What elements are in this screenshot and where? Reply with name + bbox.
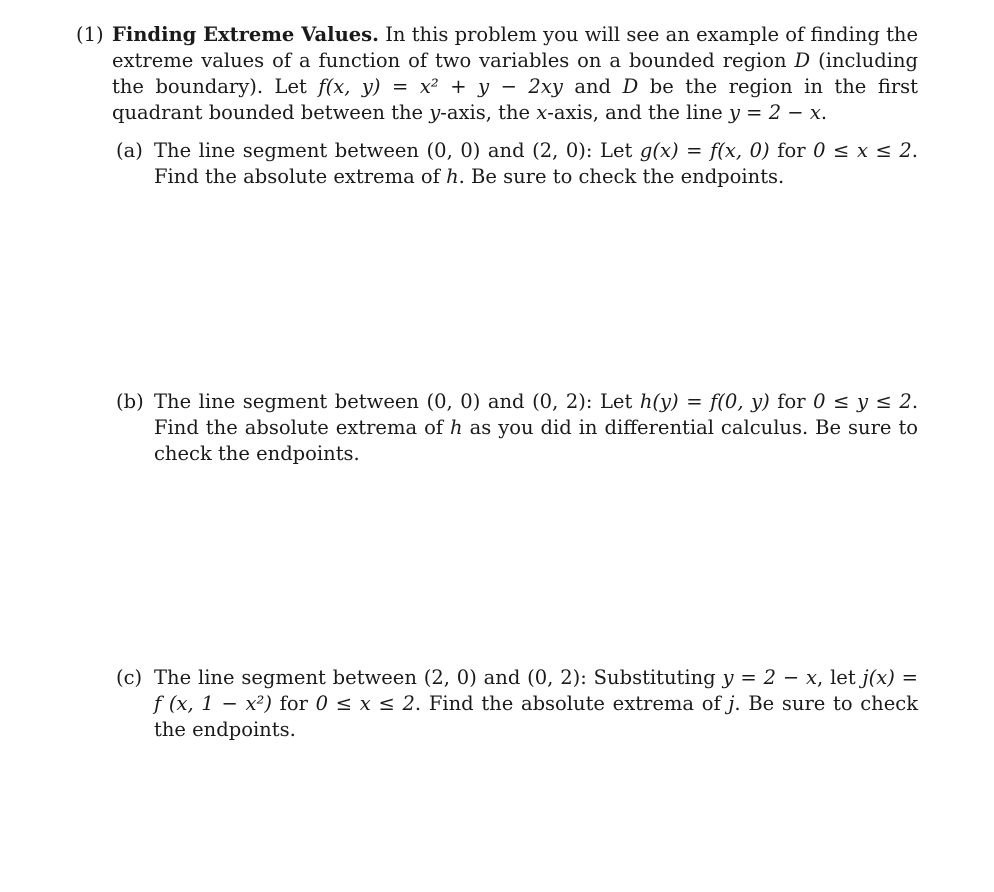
- intro-text: .: [820, 101, 828, 124]
- part-b: [116, 389, 918, 467]
- part-text-segment: . Find the absolute extrema of: [154, 390, 919, 439]
- math-expression: 0 ≤ x ≤ 2: [813, 139, 912, 162]
- math-function-f: f(x, y) = x² + y − 2xy: [318, 75, 563, 98]
- problem-statement: [76, 22, 918, 126]
- part-label: (b): [116, 390, 144, 413]
- part-label: (c): [116, 666, 143, 689]
- math-expression: g(x) = f(x, 0): [639, 139, 770, 162]
- problem-intro: [112, 22, 918, 126]
- math-expression: h: [446, 165, 459, 188]
- part-a: [116, 138, 918, 190]
- part-text-segment: The line segment between (0, 0) and (0, 2): Let: [154, 390, 633, 413]
- part-text-segment: , let: [817, 666, 856, 689]
- part-text-segment: as you did in differential calculus. Be sure to check the endpoints.: [154, 416, 919, 465]
- problem-title: Finding Extreme Values.: [112, 23, 379, 46]
- part-text-segment: . Be sure to check the endpoints.: [458, 165, 785, 188]
- math-x: x: [536, 101, 548, 124]
- intro-text: -axis, and the line: [547, 101, 723, 124]
- part-text: [154, 389, 918, 467]
- math-expression: 0 ≤ y ≤ 2: [813, 390, 912, 413]
- intro-text: In this problem you will see an example of finding the extreme values of a function of two variables on a bounded region: [112, 23, 919, 72]
- part-text-segment: The line segment between (2, 0) and (0, 2): Substituting: [154, 666, 716, 689]
- math-expression: h: [450, 416, 463, 439]
- part-text-segment: for: [777, 390, 806, 413]
- intro-text: -axis, the: [440, 101, 531, 124]
- intro-text: and: [574, 75, 612, 98]
- math-line: y = 2 − x: [728, 101, 821, 124]
- math-expression: 0 ≤ x ≤ 2: [315, 692, 415, 715]
- math-expression: j: [728, 692, 735, 715]
- part-text-segment: . Be sure to check the endpoints.: [154, 692, 919, 741]
- intro-text: be the region in the first quadrant bounded between the: [112, 75, 918, 124]
- part-label: (a): [116, 139, 143, 162]
- part-text: [154, 138, 918, 190]
- math-expression: h(y) = f(0, y): [639, 390, 770, 413]
- intro-text: (including the boundary). Let: [112, 49, 919, 98]
- part-text: [154, 665, 918, 743]
- part-text-segment: for: [777, 139, 806, 162]
- problem-number: (1): [76, 23, 104, 46]
- part-text-segment: . Find the absolute extrema of: [154, 139, 918, 188]
- part-text-segment: for: [279, 692, 308, 715]
- math-expression: j(x) = f (x, 1 − x²): [154, 666, 918, 715]
- math-D: D: [622, 75, 639, 98]
- part-text-segment: . Find the absolute extrema of: [414, 692, 721, 715]
- math-y: y: [429, 101, 441, 124]
- math-expression: y = 2 − x: [722, 666, 818, 689]
- math-D: D: [794, 49, 811, 72]
- part-text-segment: The line segment between (0, 0) and (2, 0): Let: [154, 139, 633, 162]
- part-c: [116, 665, 918, 743]
